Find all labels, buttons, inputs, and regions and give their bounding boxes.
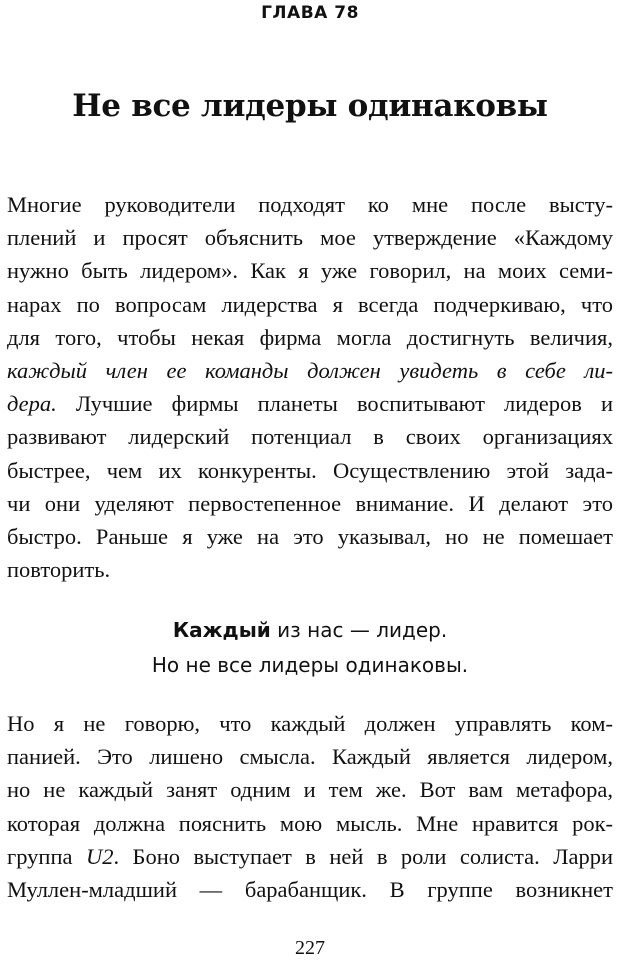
italic-fragment: дера. <box>7 391 57 417</box>
text-fragment: Лучшие фирмы планеты воспитывают лидеров и <box>56 391 613 417</box>
text-line: быстро. Раньше я уже на это указывал, но не помешает <box>7 524 613 550</box>
paragraph-1 <box>7 188 613 586</box>
text-line: Многие руководители подходят ко мне после высту- <box>7 192 613 217</box>
quote-line-1-rest: из нас — лидер. <box>270 618 448 642</box>
highlight-quote <box>0 613 620 683</box>
chapter-title: Не все лидеры одинаковы <box>72 88 548 124</box>
text-line: Муллен-младший — барабанщик. В группе возникнет <box>7 877 613 903</box>
text-line: которая должна пояснить мою мысль. Мне нравится рок- <box>7 810 613 836</box>
quote-bold-word: Каждый <box>172 618 271 642</box>
text-line <box>7 387 613 420</box>
quote-line-1 <box>0 613 620 648</box>
text-line: панией. Это лишено смысла. Каждый является лидером, <box>7 744 613 770</box>
text-line: повторить. <box>7 557 111 583</box>
chapter-header: ГЛАВА 78 <box>261 3 359 23</box>
text-line: нужно быть лидером». Как я уже говорил, на моих семи- <box>7 258 613 284</box>
text-line: плений и просят объяснить мое утверждение «Каждому <box>7 225 613 251</box>
page-number: 227 <box>295 937 325 959</box>
text-line: для того, чтобы некая фирма могла достигнуть величия, <box>7 324 613 350</box>
italic-text-line: каждый член ее команды должен увидеть в себе ли- <box>7 358 613 384</box>
text-fragment: группа <box>7 843 86 869</box>
text-line <box>7 840 613 873</box>
paragraph-2 <box>7 707 613 906</box>
italic-fragment: U2 <box>85 843 114 869</box>
text-line: Но я не говорю, что каждый должен управлять ком- <box>7 711 613 736</box>
text-line: развивают лидерский потенциал в своих организациях <box>7 424 613 450</box>
quote-line-2: Но не все лидеры одинаковы. <box>151 653 469 677</box>
text-line: быстрее, чем их конкуренты. Осуществлению этой зада- <box>7 457 613 483</box>
text-line: но не каждый занят одним и тем же. Вот вам метафора, <box>7 777 613 803</box>
text-line: нарах по вопросам лидерства я всегда подчеркиваю, что <box>7 291 613 317</box>
text-fragment: . Боно выступает в ней в роли солиста. Ларри <box>113 843 613 869</box>
text-line: чи они уделяют первостепенное внимание. И делают это <box>7 490 613 516</box>
